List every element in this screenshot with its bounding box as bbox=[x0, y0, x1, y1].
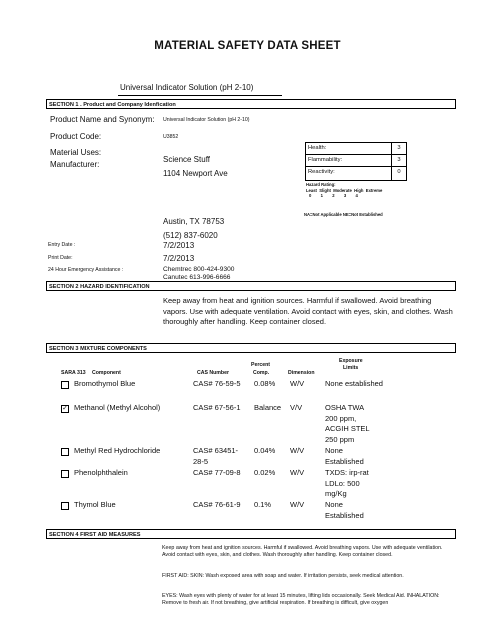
section-1-bar: SECTION 1 . Product and Company Idenfication bbox=[46, 99, 456, 109]
print-date-label: Print Date: bbox=[48, 255, 73, 261]
col-percent: Percent bbox=[251, 362, 271, 368]
component-dimension: W/V bbox=[290, 468, 305, 477]
na-note: NA=Not Applicable NE=Not Established bbox=[304, 212, 383, 217]
material-uses-label: Material Uses: bbox=[50, 148, 102, 157]
hazard-row-reactivity bbox=[306, 167, 406, 180]
product-name-value: Universal Indicator Solution (pH 2-10) bbox=[163, 117, 250, 123]
rating-levels: Least Slight Moderate High Extreme bbox=[306, 187, 383, 193]
component-percent: 0.08% bbox=[254, 379, 276, 388]
col-sara: SARA 313 bbox=[61, 370, 86, 376]
product-code-label: Product Code: bbox=[50, 132, 102, 141]
col-limits: Limits bbox=[343, 365, 359, 371]
sara-checkbox[interactable] bbox=[61, 448, 69, 456]
manufacturer-name: Science Stuff bbox=[163, 155, 210, 164]
component-dimension: W/V bbox=[290, 446, 305, 455]
component-exposure: None Established bbox=[325, 500, 364, 520]
component-dimension: V/V bbox=[290, 403, 303, 412]
hazard-rating-legend bbox=[306, 182, 382, 199]
hazard-row-flammability bbox=[306, 155, 406, 167]
component-cas: CAS# 67-56-1 bbox=[193, 403, 241, 412]
sara-checkbox[interactable] bbox=[61, 381, 69, 389]
entry-date-label: Entry Date : bbox=[48, 242, 76, 248]
manufacturer-city: Austin, TX 78753 bbox=[163, 217, 225, 226]
col-comp: Comp. bbox=[253, 370, 270, 376]
sara-checkbox[interactable]: ✓ bbox=[62, 405, 68, 412]
component-cas: CAS# 63451-28-5 bbox=[193, 446, 239, 466]
section-4-bar: SECTION 4 FIRST AID MEASURES bbox=[46, 529, 456, 539]
component-exposure: None Established bbox=[325, 446, 364, 466]
component-name: Phenolphthalein bbox=[74, 468, 128, 477]
component-name: Methanol (Methyl Alcohol) bbox=[74, 403, 161, 412]
hazard-value: 3 bbox=[391, 155, 406, 166]
hazard-value: 0 bbox=[391, 167, 406, 180]
component-name: Thymol Blue bbox=[74, 500, 116, 509]
sara-checkbox[interactable] bbox=[61, 502, 69, 510]
component-name: Bromothymol Blue bbox=[74, 379, 136, 388]
component-name: Methyl Red Hydrochloride bbox=[74, 446, 161, 455]
component-cas: CAS# 76-61-9 bbox=[193, 500, 241, 509]
first-aid-eyes: EYES: Wash eyes with plenty of water for at least 15 minutes, lifting lids occasionally. Seek Medical Aid. INHALATION: Remove to fresh air. If not breathing, give artificial respiration. If breathing is difficult, give oxygen bbox=[162, 593, 440, 607]
entry-date-value: 7/2/2013 bbox=[163, 241, 195, 250]
hazard-row-health bbox=[306, 143, 406, 155]
emergency-chemtrec: Chemtrec 800-424-9300 bbox=[163, 266, 235, 273]
hazard-rating-table bbox=[305, 142, 407, 181]
col-exposure: Exposure bbox=[339, 358, 363, 364]
col-component: Component bbox=[92, 370, 121, 376]
hazard-label: Health: bbox=[308, 145, 327, 151]
component-dimension: W/V bbox=[290, 379, 305, 388]
emergency-canutec: Canutec 613-996-6666 bbox=[163, 274, 231, 281]
manufacturer-phone: (512) 837-6020 bbox=[163, 231, 218, 240]
sara-checkbox[interactable] bbox=[61, 470, 69, 478]
section-3-bar: SECTION 3 MIXTURE COMPONENTS bbox=[46, 343, 456, 353]
manufacturer-address: 1104 Newport Ave bbox=[163, 169, 228, 178]
component-exposure: OSHA TWA 200 ppm, ACGIH STEL 250 ppm bbox=[325, 403, 370, 444]
component-exposure: TXDS: irp-rat LDLo: 500 mg/Kg bbox=[325, 468, 369, 498]
product-name-label: Product Name and Synonym: bbox=[50, 115, 155, 124]
col-dimension: Dimension bbox=[288, 370, 315, 376]
emergency-label: 24 Hour Emergency Assistance : bbox=[48, 267, 124, 273]
section-2-bar: SECTION 2 HAZARD IDENTIFICATION bbox=[46, 281, 456, 291]
hazard-label: Reactivity: bbox=[308, 169, 335, 175]
component-exposure: None established bbox=[325, 379, 383, 388]
first-aid-general: Keep away from heat and ignition sources. Harmful if swallowed. Avoid breathing vapors. Use with adequate ventilation. Avoid contact with eyes, skin, and clothes. Wash thoroughly after handling. Keep container closed. bbox=[162, 545, 443, 559]
rating-numbers: 0 1 2 3 4 bbox=[309, 193, 358, 198]
component-cas: CAS# 76-59-5 bbox=[193, 379, 241, 388]
hazard-text: Keep away from heat and ignition sources. Harmful if swallowed. Avoid breathing vapors. Use with adequate ventilation. Avoid contact with eyes, skin, and clothes. Wash thoroughly after handling. Keep container closed. bbox=[163, 296, 453, 326]
component-cas: CAS# 77-09-8 bbox=[193, 468, 241, 477]
component-percent: 0.04% bbox=[254, 446, 276, 455]
rating-title: Hazard Rating: bbox=[306, 182, 336, 187]
document-title: MATERIAL SAFETY DATA SHEET bbox=[154, 40, 341, 52]
hazard-label: Flammability: bbox=[308, 157, 343, 163]
component-percent: 0.1% bbox=[254, 500, 272, 509]
print-date-value: 7/2/2013 bbox=[163, 254, 195, 263]
component-percent: 0.02% bbox=[254, 468, 276, 477]
product-header: Universal Indicator Solution (pH 2-10) bbox=[118, 83, 282, 96]
component-percent: Balance bbox=[254, 403, 282, 412]
col-cas: CAS Number bbox=[197, 370, 229, 376]
hazard-value: 3 bbox=[391, 143, 406, 154]
first-aid-skin: FIRST AID: SKIN: Wash exposed area with soap and water. If irritation persists, seek medical attention. bbox=[162, 573, 404, 579]
product-code-value: U3852 bbox=[163, 134, 179, 140]
component-dimension: W/V bbox=[290, 500, 305, 509]
manufacturer-label: Manufacturer: bbox=[50, 160, 100, 169]
